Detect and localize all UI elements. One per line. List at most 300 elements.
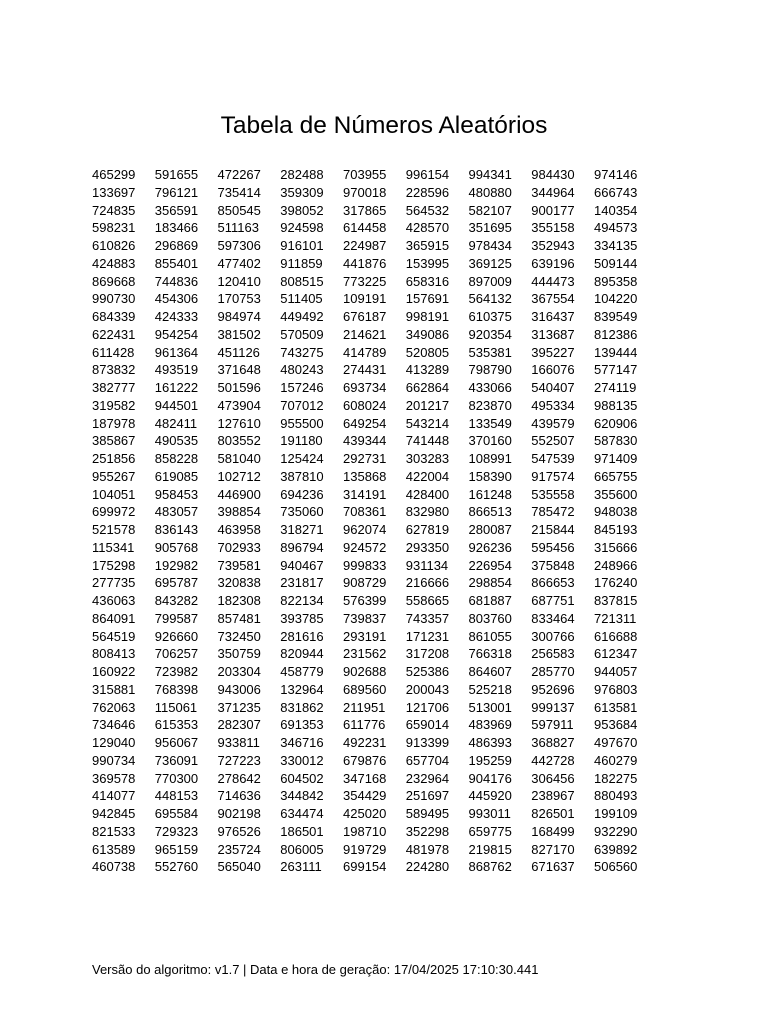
table-cell: 232964 — [405, 770, 450, 786]
table-cell: 827170 — [531, 841, 575, 857]
table-cell: 611776 — [343, 717, 386, 733]
table-cell: 970018 — [343, 184, 387, 200]
table-cell: 449492 — [280, 309, 324, 324]
table-cell: 796121 — [154, 184, 199, 200]
table-cell: 902688 — [343, 664, 387, 679]
table-cell: 954254 — [154, 326, 199, 342]
table-cell: 540407 — [531, 380, 575, 395]
table-cell: 703955 — [343, 167, 387, 182]
table-cell: 153995 — [405, 255, 450, 271]
table-cell: 993011 — [468, 806, 511, 821]
table-cell: 714636 — [217, 788, 261, 804]
table-cell: 314191 — [343, 486, 387, 502]
table-cell: 132964 — [280, 681, 324, 697]
table-cell: 492231 — [343, 735, 387, 750]
table-cell: 861055 — [468, 628, 512, 644]
table-cell: 615353 — [154, 717, 199, 733]
table-cell: 944057 — [594, 664, 638, 679]
table-cell: 458779 — [280, 664, 324, 679]
table-cell: 913399 — [405, 735, 450, 750]
table-cell: 919729 — [343, 841, 387, 857]
table-cell: 160922 — [92, 664, 136, 679]
table-cell: 597911 — [531, 717, 574, 733]
table-cell: 454306 — [154, 291, 199, 307]
table-cell: 917574 — [531, 468, 575, 484]
table-cell: 298854 — [468, 575, 512, 591]
table-cell: 201217 — [405, 397, 450, 413]
table-cell: 869668 — [92, 273, 136, 289]
table-cell: 622431 — [92, 326, 136, 342]
table-cell: 552507 — [531, 433, 575, 449]
table-cell: 102712 — [217, 468, 261, 484]
table-cell: 570509 — [280, 326, 324, 342]
table-cell: 315666 — [594, 539, 638, 555]
table-cell: 820944 — [280, 646, 324, 662]
table-cell: 442728 — [531, 752, 575, 768]
table-cell: 436063 — [92, 593, 136, 608]
table-cell: 520805 — [405, 344, 450, 360]
table-cell: 837815 — [594, 593, 638, 608]
table-cell: 823870 — [468, 397, 512, 413]
table-cell: 375848 — [531, 557, 575, 573]
table-cell: 976526 — [217, 823, 261, 839]
table-cell: 355600 — [594, 486, 638, 502]
table-cell: 175298 — [92, 557, 136, 573]
table-cell: 803760 — [468, 610, 512, 626]
table-cell: 826501 — [531, 806, 575, 821]
table-cell: 497670 — [594, 735, 638, 750]
table-cell: 133549 — [468, 415, 512, 431]
table-cell: 866513 — [468, 504, 512, 520]
table-cell: 463958 — [217, 522, 261, 537]
table-cell: 565040 — [217, 859, 261, 875]
table-cell: 639196 — [531, 255, 575, 271]
table-cell: 186501 — [280, 823, 324, 839]
table-cell: 200043 — [405, 681, 450, 697]
table-cell: 689560 — [343, 681, 387, 697]
table-cell: 799587 — [154, 610, 199, 626]
table-cell: 135868 — [343, 468, 387, 484]
table-cell: 446900 — [217, 486, 261, 502]
table-cell: 424883 — [92, 255, 136, 271]
table-cell: 999137 — [531, 699, 575, 715]
table-cell: 808515 — [280, 273, 324, 289]
table-cell: 833464 — [531, 610, 575, 626]
table-cell: 676187 — [343, 309, 387, 324]
table-cell: 370160 — [468, 433, 512, 449]
table-cell: 398052 — [280, 202, 324, 218]
table-cell: 552760 — [154, 859, 199, 875]
table-cell: 564532 — [405, 202, 450, 218]
table-cell: 511163 — [217, 220, 259, 236]
table-cell: 224987 — [343, 238, 387, 253]
table-cell: 902198 — [217, 806, 261, 821]
table-cell: 679876 — [343, 752, 387, 768]
table-cell: 351695 — [468, 220, 512, 236]
table-cell: 744836 — [154, 273, 199, 289]
table-cell: 721311 — [594, 610, 637, 626]
table-cell: 367554 — [531, 291, 575, 307]
table-cell: 850545 — [217, 202, 261, 218]
table-cell: 926660 — [154, 628, 199, 644]
table-cell: 382777 — [92, 380, 136, 395]
table-cell: 219815 — [468, 841, 512, 857]
table-cell: 620906 — [594, 415, 638, 431]
table-cell: 350759 — [217, 646, 261, 662]
table-cell: 285770 — [531, 664, 575, 679]
table-cell: 473904 — [217, 397, 261, 413]
table-cell: 880493 — [594, 788, 638, 804]
table-cell: 591655 — [154, 167, 199, 182]
table-cell: 843282 — [154, 593, 199, 608]
table-cell: 743357 — [405, 610, 450, 626]
table-cell: 263111 — [280, 859, 322, 875]
table-cell: 251697 — [405, 788, 450, 804]
table-cell: 785472 — [531, 504, 575, 520]
table-cell: 868762 — [468, 859, 512, 875]
table-cell: 866653 — [531, 575, 575, 591]
table-cell: 166076 — [531, 362, 575, 378]
table-cell: 441876 — [343, 255, 387, 271]
table-cell: 157246 — [280, 380, 324, 395]
table-cell: 318271 — [280, 522, 324, 537]
table-cell: 821533 — [92, 823, 136, 839]
table-cell: 965159 — [154, 841, 199, 857]
table-cell: 953684 — [594, 717, 638, 733]
table-cell: 768398 — [154, 681, 199, 697]
table-cell: 952696 — [531, 681, 575, 697]
table-cell: 743275 — [280, 344, 324, 360]
table-cell: 129040 — [92, 735, 136, 750]
table-cell: 480880 — [468, 184, 512, 200]
table-cell: 864607 — [468, 664, 512, 679]
table-cell: 280087 — [468, 522, 512, 537]
table-cell: 157691 — [405, 291, 450, 307]
table-cell: 948038 — [594, 504, 638, 520]
table-cell: 211951 — [343, 699, 386, 715]
table-cell: 171231 — [405, 628, 450, 644]
table-cell: 422004 — [405, 468, 450, 484]
table-cell: 182275 — [594, 770, 638, 786]
table-cell: 613589 — [92, 841, 136, 857]
table-cell: 895358 — [594, 273, 638, 289]
table-cell: 547539 — [531, 451, 575, 466]
table-cell: 115341 — [92, 539, 135, 555]
table-cell: 108991 — [468, 451, 512, 466]
table-cell: 564132 — [468, 291, 512, 307]
table-cell: 398854 — [217, 504, 261, 520]
table-cell: 956067 — [154, 735, 199, 750]
table-cell: 984430 — [531, 167, 575, 182]
table-cell: 735414 — [217, 184, 261, 200]
table-cell: 943006 — [217, 681, 261, 697]
table-cell: 971409 — [594, 451, 638, 466]
table-cell: 659014 — [405, 717, 450, 733]
table-cell: 428400 — [405, 486, 450, 502]
table-cell: 666743 — [594, 184, 638, 200]
table-cell: 612347 — [594, 646, 638, 662]
table-cell: 448153 — [154, 788, 199, 804]
table-cell: 133697 — [92, 184, 136, 200]
table-cell: 356591 — [154, 202, 199, 218]
table-cell: 614458 — [343, 220, 387, 236]
table-cell: 608024 — [343, 397, 387, 413]
table-cell: 161222 — [154, 380, 199, 395]
table-cell: 472267 — [217, 167, 261, 182]
table-cell: 984974 — [217, 309, 261, 324]
table-cell: 317208 — [405, 646, 450, 662]
table-cell: 170753 — [217, 291, 261, 307]
table-cell: 616688 — [594, 628, 638, 644]
table-cell: 734646 — [92, 717, 136, 733]
table-cell: 344964 — [531, 184, 575, 200]
table-cell: 955267 — [92, 468, 136, 484]
table-cell: 140354 — [594, 202, 638, 218]
table-cell: 900177 — [531, 202, 575, 218]
table-cell: 659775 — [468, 823, 512, 839]
table-cell: 978434 — [468, 238, 512, 253]
table-cell: 317865 — [343, 202, 387, 218]
table-cell: 451126 — [217, 344, 260, 360]
table-cell: 215844 — [531, 522, 575, 537]
table-cell: 428570 — [405, 220, 450, 236]
table-cell: 904176 — [468, 770, 512, 786]
table-cell: 274119 — [594, 380, 637, 395]
table-cell: 371648 — [217, 362, 261, 378]
table-cell: 226954 — [468, 557, 512, 573]
table-cell: 424333 — [154, 309, 199, 324]
table-cell: 955500 — [280, 415, 324, 431]
table-cell: 444473 — [531, 273, 575, 289]
table-cell: 671637 — [531, 859, 575, 875]
table-cell: 414789 — [343, 344, 387, 360]
table-cell: 708361 — [343, 504, 387, 520]
table-cell: 127610 — [217, 415, 261, 431]
table-cell: 433066 — [468, 380, 512, 395]
table-cell: 214621 — [343, 326, 387, 342]
table-cell: 996154 — [405, 167, 450, 182]
table-cell: 681887 — [468, 593, 512, 608]
generation-info: Versão do algoritmo: v1.7 | Data e hora de geração: 17/04/2025 17:10:30.441 — [92, 962, 539, 977]
table-cell: 334135 — [594, 238, 638, 253]
table-cell: 231817 — [280, 575, 324, 591]
table-cell: 974146 — [594, 167, 638, 182]
table-cell: 806005 — [280, 841, 324, 857]
table-cell: 355158 — [531, 220, 575, 236]
table-cell: 300766 — [531, 628, 575, 644]
table-cell: 168499 — [531, 823, 575, 839]
table-cell: 962074 — [343, 522, 387, 537]
table-cell: 369125 — [468, 255, 512, 271]
table-cell: 610375 — [468, 309, 512, 324]
table-cell: 393785 — [280, 610, 324, 626]
table-cell: 365915 — [405, 238, 450, 253]
table-cell: 657704 — [405, 752, 450, 768]
table-cell: 916101 — [280, 238, 324, 253]
table-cell: 292731 — [343, 451, 387, 466]
table-cell: 187978 — [92, 415, 136, 431]
table-cell: 897009 — [468, 273, 512, 289]
table-cell: 369578 — [92, 770, 136, 786]
table-cell: 385867 — [92, 433, 136, 449]
table-cell: 481978 — [405, 841, 450, 857]
table-cell: 924572 — [343, 539, 387, 555]
table-cell: 707012 — [280, 397, 324, 413]
table-cell: 691353 — [280, 717, 324, 733]
table-cell: 344842 — [280, 788, 324, 804]
table-cell: 352298 — [405, 823, 450, 839]
table-cell: 183466 — [154, 220, 199, 236]
table-cell: 543214 — [405, 415, 450, 431]
table-cell: 944501 — [154, 397, 199, 413]
table-cell: 525386 — [405, 664, 450, 679]
table-cell: 627819 — [405, 522, 450, 537]
table-cell: 104051 — [92, 486, 136, 502]
table-cell: 235724 — [217, 841, 261, 857]
table-cell: 649254 — [343, 415, 387, 431]
table-cell: 439344 — [343, 433, 387, 449]
table-cell: 535558 — [531, 486, 575, 502]
table-cell: 359309 — [280, 184, 324, 200]
table-cell: 736091 — [154, 752, 199, 768]
table-cell: 490535 — [154, 433, 199, 449]
table-cell: 858228 — [154, 451, 199, 466]
table-cell: 439579 — [531, 415, 575, 431]
table-cell: 161248 — [468, 486, 512, 502]
table-cell: 354429 — [343, 788, 387, 804]
table-cell: 739837 — [343, 610, 387, 626]
table-cell: 274431 — [343, 362, 387, 378]
table-cell: 293191 — [343, 628, 387, 644]
table-cell: 281616 — [280, 628, 324, 644]
table-cell: 293350 — [405, 539, 450, 555]
table-cell: 836143 — [154, 522, 199, 537]
table-cell: 911859 — [280, 255, 323, 271]
table-cell: 296869 — [154, 238, 199, 253]
table-cell: 509144 — [594, 255, 638, 271]
table-cell: 278642 — [217, 770, 261, 786]
table-cell: 191180 — [280, 433, 323, 449]
table-cell: 587830 — [594, 433, 638, 449]
table-cell: 812386 — [594, 326, 638, 342]
table-cell: 808413 — [92, 646, 136, 662]
table-cell: 724835 — [92, 202, 136, 218]
table-cell: 483057 — [154, 504, 199, 520]
table-cell: 634474 — [280, 806, 324, 821]
table-cell: 306456 — [531, 770, 575, 786]
table-cell: 195259 — [468, 752, 512, 768]
table-cell: 770300 — [154, 770, 199, 786]
table-cell: 994341 — [468, 167, 512, 182]
table-cell: 425020 — [343, 806, 387, 821]
table-cell: 349086 — [405, 326, 450, 342]
table-cell: 316437 — [531, 309, 575, 324]
table-cell: 460279 — [594, 752, 638, 768]
table-cell: 282307 — [217, 717, 261, 733]
table-cell: 931134 — [405, 557, 449, 573]
table-cell: 706257 — [154, 646, 199, 662]
table-cell: 511405 — [280, 291, 323, 307]
table-cell: 798790 — [468, 362, 512, 378]
table-cell: 139444 — [594, 344, 638, 360]
table-cell: 346716 — [280, 735, 324, 750]
table-cell: 762063 — [92, 699, 136, 715]
table-cell: 855401 — [154, 255, 199, 271]
table-cell: 604502 — [280, 770, 324, 786]
table-cell: 610826 — [92, 238, 136, 253]
table-cell: 493519 — [154, 362, 199, 378]
table-cell: 988135 — [594, 397, 638, 413]
table-cell: 198710 — [343, 823, 387, 839]
table-cell: 513001 — [468, 699, 512, 715]
table-cell: 395227 — [531, 344, 575, 360]
table-cell: 693734 — [343, 380, 387, 395]
table-cell: 595456 — [531, 539, 575, 555]
table-cell: 120410 — [217, 273, 261, 289]
table-cell: 115061 — [154, 699, 198, 715]
table-cell: 665755 — [594, 468, 638, 484]
table-cell: 501596 — [217, 380, 261, 395]
table-cell: 857481 — [217, 610, 261, 626]
table-cell: 766318 — [468, 646, 512, 662]
table-cell: 313687 — [531, 326, 575, 342]
table-cell: 924598 — [280, 220, 324, 236]
table-cell: 104220 — [594, 291, 638, 307]
table-cell: 482411 — [154, 415, 198, 431]
table-cell: 803552 — [217, 433, 261, 449]
table-cell: 976803 — [594, 681, 638, 697]
table-cell: 582107 — [468, 202, 512, 218]
table-cell: 414077 — [92, 788, 136, 804]
table-cell: 347168 — [343, 770, 387, 786]
table-cell: 908729 — [343, 575, 387, 591]
table-cell: 277735 — [92, 575, 136, 591]
table-cell: 315881 — [92, 681, 136, 697]
table-cell: 832980 — [405, 504, 450, 520]
table-cell: 611428 — [92, 344, 135, 360]
table-cell: 958453 — [154, 486, 199, 502]
table-cell: 521578 — [92, 522, 136, 537]
random-number-table — [92, 166, 657, 876]
table-cell: 199109 — [594, 806, 638, 821]
table-cell: 741448 — [405, 433, 450, 449]
table-cell: 387810 — [280, 468, 324, 484]
table-cell: 932290 — [594, 823, 638, 839]
table-cell: 695787 — [154, 575, 199, 591]
table-cell: 535381 — [468, 344, 512, 360]
table-cell: 999833 — [343, 557, 387, 573]
table-cell: 727223 — [217, 752, 261, 768]
table-cell: 577147 — [594, 362, 638, 378]
table-cell: 330012 — [280, 752, 324, 768]
table-cell: 990734 — [92, 752, 136, 768]
table-cell: 998191 — [405, 309, 450, 324]
table-cell: 873832 — [92, 362, 136, 378]
table-cell: 619085 — [154, 468, 199, 484]
table-cell: 961364 — [154, 344, 199, 360]
table-cell: 486393 — [468, 735, 512, 750]
table-cell: 228596 — [405, 184, 450, 200]
table-cell: 203304 — [217, 664, 261, 679]
table-cell: 371235 — [217, 699, 261, 715]
table-cell: 864091 — [92, 610, 136, 626]
table-cell: 564519 — [92, 628, 136, 644]
table-cell: 658316 — [405, 273, 450, 289]
table-cell: 773225 — [343, 273, 387, 289]
table-cell: 687751 — [531, 593, 575, 608]
table-cell: 723982 — [154, 664, 199, 679]
table-cell: 739581 — [217, 557, 261, 573]
